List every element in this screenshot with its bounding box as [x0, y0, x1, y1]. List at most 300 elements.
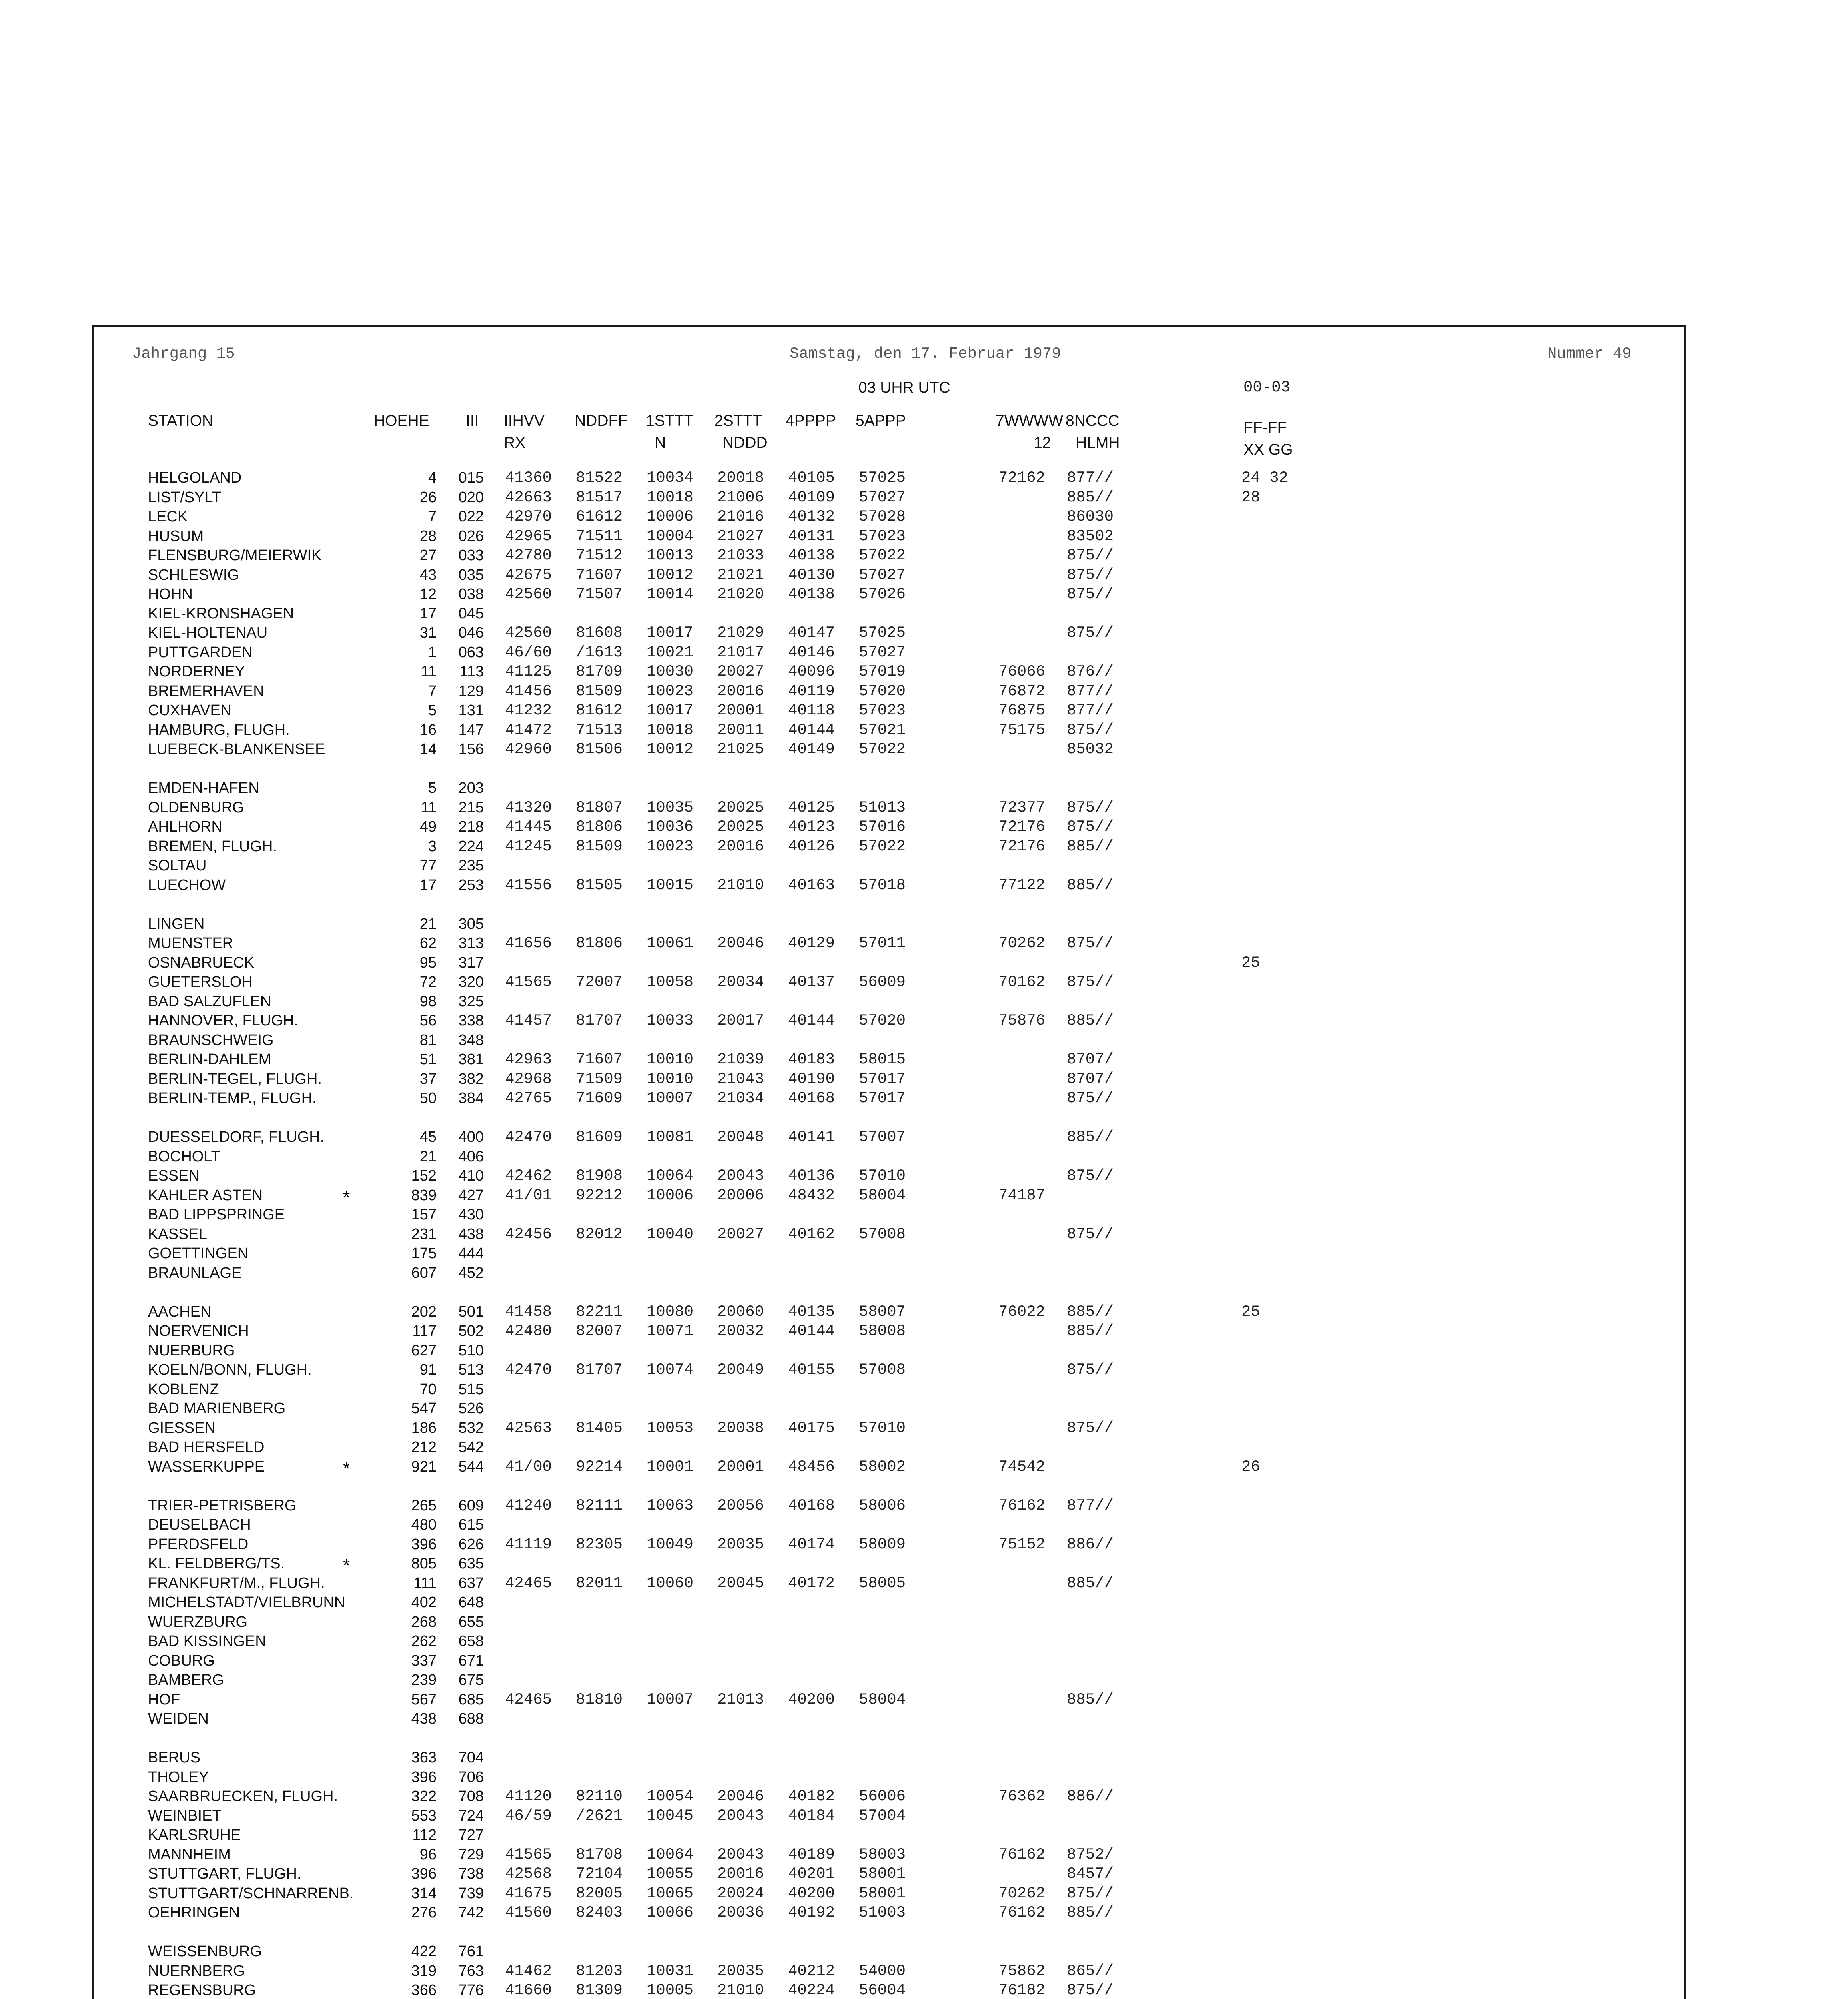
- group-5appp: 54000: [859, 1962, 906, 1980]
- station-index: 430: [458, 1206, 484, 1223]
- station-name: BAD SALZUFLEN: [148, 993, 271, 1010]
- group-nddff: 71607: [576, 1051, 623, 1068]
- group-4pppp: 40168: [788, 1089, 835, 1107]
- station-height: 50: [419, 1090, 437, 1107]
- station-index: 147: [458, 721, 484, 738]
- group-nddff: 71512: [576, 547, 623, 564]
- group-2sttt: 20025: [717, 798, 764, 816]
- group-2sttt: 21010: [717, 876, 764, 894]
- group-ihvv: 41462: [505, 1962, 552, 1980]
- group-1sttt: 10015: [647, 876, 694, 894]
- group-nddff: 82007: [576, 1322, 623, 1340]
- group-ihvv: 42480: [505, 1322, 552, 1340]
- group-8nccc: 875//: [1067, 721, 1114, 739]
- group-5appp: 57019: [859, 663, 906, 680]
- group-1sttt: 10036: [647, 818, 694, 836]
- station-index: 671: [458, 1652, 484, 1669]
- station-index: 502: [458, 1323, 484, 1339]
- group-nddff: 81505: [576, 876, 623, 894]
- group-8nccc: 875//: [1067, 1419, 1114, 1437]
- station-height: 117: [412, 1323, 437, 1339]
- group-5appp: 58007: [859, 1303, 906, 1321]
- station-height: 43: [419, 566, 437, 583]
- group-ihvv: 41457: [505, 1012, 552, 1029]
- group-nddff: 82403: [576, 1904, 623, 1921]
- group-8nccc: 885//: [1067, 488, 1114, 506]
- group-7wwww: 75152: [998, 1535, 1046, 1553]
- group-ihvv: 42560: [505, 585, 552, 603]
- station-index: 708: [458, 1788, 484, 1805]
- group-4pppp: 40096: [788, 663, 835, 680]
- group-ihvv: 42780: [505, 547, 552, 564]
- group-4pppp: 40190: [788, 1070, 835, 1088]
- station-name: HUSUM: [148, 527, 204, 545]
- station-height: 322: [411, 1788, 437, 1805]
- group-1sttt: 10081: [647, 1128, 694, 1146]
- station-index: 444: [458, 1245, 484, 1262]
- station-name: KASSEL: [148, 1225, 207, 1243]
- station-height: 37: [419, 1070, 437, 1087]
- group-2sttt: 20024: [717, 1884, 764, 1902]
- group-1sttt: 10063: [647, 1496, 694, 1514]
- group-1sttt: 10007: [647, 1089, 694, 1107]
- group-1sttt: 10035: [647, 798, 694, 816]
- group-7wwww: 70262: [998, 1884, 1046, 1902]
- group-8nccc: 875//: [1067, 1089, 1114, 1107]
- group-4pppp: 40138: [788, 585, 835, 603]
- group-1sttt: 10012: [647, 566, 694, 584]
- group-nddff: 81612: [576, 702, 623, 719]
- station-name: LUECHOW: [148, 876, 226, 894]
- station-index: 763: [458, 1962, 484, 1979]
- group-ihvv: 42560: [505, 624, 552, 642]
- station-height: 265: [411, 1497, 437, 1514]
- group-ihvv: 41565: [505, 973, 552, 991]
- station-name: SCHLESWIG: [148, 566, 239, 583]
- group-2sttt: 21017: [717, 643, 764, 661]
- station-height: 96: [419, 1846, 437, 1863]
- group-ihvv: 41556: [505, 876, 552, 894]
- group-1sttt: 10017: [647, 702, 694, 719]
- group-nddff: 82111: [576, 1496, 623, 1514]
- col-8nccc-subheader: HLMH: [1076, 434, 1120, 451]
- group-2sttt: 20011: [717, 721, 764, 739]
- group-8nccc: 875//: [1067, 1361, 1114, 1379]
- group-ff: 25: [1241, 954, 1260, 972]
- group-5appp: 58001: [859, 1865, 906, 1883]
- station-height: 31: [419, 624, 437, 641]
- station-height: 51: [419, 1051, 437, 1068]
- group-nddff: 81522: [576, 469, 623, 487]
- group-2sttt: 20016: [717, 682, 764, 700]
- group-2sttt: 20025: [717, 818, 764, 836]
- group-2sttt: 20016: [717, 1865, 764, 1883]
- station-name: WEIDEN: [148, 1710, 209, 1727]
- group-ihvv: 46/59: [505, 1807, 552, 1825]
- station-height: 567: [411, 1691, 437, 1708]
- station-height: 28: [419, 527, 437, 545]
- station-height: 438: [411, 1710, 437, 1727]
- station-height: 422: [411, 1943, 437, 1960]
- group-2sttt: 20017: [717, 1012, 764, 1029]
- group-8nccc: 885//: [1067, 876, 1114, 894]
- group-8nccc: 875//: [1067, 818, 1114, 836]
- group-1sttt: 10054: [647, 1788, 694, 1805]
- station-height: 1: [428, 644, 437, 661]
- group-4pppp: 40138: [788, 547, 835, 564]
- station-index: 609: [458, 1497, 484, 1514]
- group-8nccc: 886//: [1067, 1788, 1114, 1805]
- station-index: 224: [458, 838, 484, 855]
- group-7wwww: 72176: [998, 837, 1046, 855]
- group-8nccc: 886//: [1067, 1535, 1114, 1553]
- station-index: 020: [458, 489, 484, 506]
- station-height: 12: [419, 586, 437, 602]
- station-name: FLENSBURG/MEIERWIK: [148, 547, 322, 564]
- group-nddff: 71509: [576, 1070, 623, 1088]
- station-index: 348: [458, 1031, 484, 1049]
- group-2sttt: 20043: [717, 1167, 764, 1185]
- group-4pppp: 40184: [788, 1807, 835, 1825]
- group-5appp: 58004: [859, 1186, 906, 1204]
- station-index: 675: [458, 1672, 484, 1688]
- group-5appp: 57025: [859, 469, 906, 487]
- group-4pppp: 40126: [788, 837, 835, 855]
- group-5appp: 57020: [859, 1012, 906, 1029]
- group-ihvv: 42968: [505, 1070, 552, 1088]
- group-nddff: /1613: [576, 643, 623, 661]
- group-nddff: 81908: [576, 1167, 623, 1185]
- station-index: 381: [458, 1051, 484, 1068]
- col-ff-subheader: XX GG: [1243, 441, 1293, 458]
- station-height: 366: [411, 1982, 437, 1999]
- group-1sttt: 10058: [647, 973, 694, 991]
- group-ihvv: 41119: [505, 1535, 552, 1553]
- station-height: 239: [411, 1672, 437, 1688]
- group-8nccc: 877//: [1067, 682, 1114, 700]
- station-name: SAARBRUECKEN, FLUGH.: [148, 1788, 338, 1805]
- group-nddff: 71609: [576, 1089, 623, 1107]
- group-ff: 28: [1241, 488, 1260, 506]
- group-ihvv: 41445: [505, 818, 552, 836]
- station-name: MICHELSTADT/VIELBRUNN: [148, 1594, 345, 1611]
- group-nddff: 81509: [576, 682, 623, 700]
- group-nddff: 71513: [576, 721, 623, 739]
- group-5appp: 57022: [859, 547, 906, 564]
- station-height: 607: [411, 1264, 437, 1281]
- station-name: COBURG: [148, 1652, 215, 1669]
- station-index: 156: [458, 741, 484, 758]
- group-nddff: 81608: [576, 624, 623, 642]
- station-height: 319: [411, 1962, 437, 1979]
- station-index: 626: [458, 1536, 484, 1553]
- station-name: BERLIN-TEGEL, FLUGH.: [148, 1070, 322, 1087]
- group-2sttt: 21043: [717, 1070, 764, 1088]
- date-label: Samstag, den 17. Februar 1979: [790, 345, 1061, 363]
- group-2sttt: 20045: [717, 1574, 764, 1592]
- group-nddff: 72007: [576, 973, 623, 991]
- group-4pppp: 40155: [788, 1361, 835, 1379]
- station-index: 729: [458, 1846, 484, 1863]
- group-1sttt: 10064: [647, 1167, 694, 1185]
- station-name: NUERBURG: [148, 1342, 235, 1359]
- station-height: 81: [419, 1031, 437, 1049]
- group-5appp: 57004: [859, 1807, 906, 1825]
- station-name: HOHN: [148, 586, 193, 602]
- group-ihvv: 42568: [505, 1865, 552, 1883]
- group-1sttt: 10045: [647, 1807, 694, 1825]
- station-name: BREMERHAVEN: [148, 682, 264, 700]
- group-5appp: 58006: [859, 1496, 906, 1514]
- station-name: KAHLER ASTEN: [148, 1187, 263, 1204]
- group-8nccc: 875//: [1067, 934, 1114, 952]
- station-name: AHLHORN: [148, 818, 222, 835]
- group-2sttt: 20048: [717, 1128, 764, 1146]
- station-height: 5: [428, 702, 437, 719]
- group-nddff: 81509: [576, 837, 623, 855]
- group-8nccc: 875//: [1067, 1981, 1114, 1999]
- jahrgang-label: Jahrgang 15: [132, 345, 235, 363]
- station-name: BAD KISSINGEN: [148, 1633, 266, 1650]
- group-8nccc: 885//: [1067, 1690, 1114, 1708]
- station-index: 022: [458, 508, 484, 525]
- group-4pppp: 40201: [788, 1865, 835, 1883]
- group-4pppp: 40136: [788, 1167, 835, 1185]
- station-height: 337: [411, 1652, 437, 1669]
- station-height: 396: [411, 1768, 437, 1786]
- group-7wwww: 77122: [998, 876, 1046, 894]
- station-height: 202: [411, 1303, 437, 1320]
- group-1sttt: 10010: [647, 1051, 694, 1068]
- station-name: KIEL-KRONSHAGEN: [148, 605, 294, 622]
- station-name: NUERNBERG: [148, 1962, 245, 1979]
- group-4pppp: 40168: [788, 1496, 835, 1514]
- station-height: 839: [411, 1187, 437, 1204]
- group-8nccc: 865//: [1067, 1962, 1114, 1980]
- station-index: 215: [458, 799, 484, 816]
- station-height: 268: [411, 1613, 437, 1630]
- group-5appp: 57010: [859, 1419, 906, 1437]
- station-height: 112: [412, 1827, 437, 1843]
- station-index: 406: [458, 1148, 484, 1165]
- station-index: 526: [458, 1400, 484, 1417]
- group-7wwww: 76066: [998, 663, 1046, 680]
- group-ihvv: 46/60: [505, 643, 552, 661]
- group-5appp: 57027: [859, 488, 906, 506]
- station-height: 5: [428, 780, 437, 796]
- group-4pppp: 40146: [788, 643, 835, 661]
- group-7wwww: 75175: [998, 721, 1046, 739]
- observation-time: 03 UHR UTC: [858, 379, 950, 396]
- group-1sttt: 10064: [647, 1845, 694, 1863]
- group-2sttt: 21033: [717, 547, 764, 564]
- group-7wwww: 76162: [998, 1904, 1046, 1921]
- group-ihvv: 41456: [505, 682, 552, 700]
- group-4pppp: 40162: [788, 1225, 835, 1243]
- station-height: 56: [419, 1012, 437, 1029]
- group-8nccc: 875//: [1067, 585, 1114, 603]
- station-index: 761: [458, 1943, 484, 1960]
- station-height: 26: [419, 489, 437, 506]
- group-nddff: 92214: [576, 1458, 623, 1476]
- group-ff: 25: [1241, 1303, 1260, 1321]
- group-1sttt: 10005: [647, 1981, 694, 1999]
- group-7wwww: 76875: [998, 702, 1046, 719]
- station-name: BAMBERG: [148, 1672, 224, 1688]
- group-5appp: 57016: [859, 818, 906, 836]
- station-height: 111: [413, 1574, 437, 1592]
- station-height: 396: [411, 1865, 437, 1882]
- station-name: PFERDSFELD: [148, 1536, 249, 1553]
- group-nddff: 81806: [576, 818, 623, 836]
- group-1sttt: 10074: [647, 1361, 694, 1379]
- group-8nccc: 875//: [1067, 624, 1114, 642]
- station-height: 396: [411, 1536, 437, 1553]
- station-index: 313: [458, 935, 484, 952]
- col-2sttt-header: 2STTT: [714, 412, 762, 429]
- group-nddff: 81807: [576, 798, 623, 816]
- station-name: WEISSENBURG: [148, 1943, 262, 1960]
- group-1sttt: 10034: [647, 469, 694, 487]
- group-8nccc: 885//: [1067, 837, 1114, 855]
- station-height: 805: [411, 1555, 437, 1572]
- col-iii-header: III: [466, 412, 479, 429]
- group-5appp: 58003: [859, 1845, 906, 1863]
- group-ihvv: 41/01: [505, 1186, 552, 1204]
- station-name: WASSERKUPPE: [148, 1458, 265, 1475]
- station-name: GIESSEN: [148, 1419, 216, 1436]
- station-index: 325: [458, 993, 484, 1010]
- group-5appp: 57018: [859, 876, 906, 894]
- station-index: 129: [458, 682, 484, 700]
- group-4pppp: 40132: [788, 508, 835, 525]
- group-8nccc: 86030: [1067, 508, 1114, 525]
- group-nddff: 81609: [576, 1128, 623, 1146]
- group-ihvv: 41245: [505, 837, 552, 855]
- group-7wwww: 72162: [998, 469, 1046, 487]
- station-index: 452: [458, 1264, 484, 1281]
- group-ihvv: 42465: [505, 1574, 552, 1592]
- group-5appp: 57020: [859, 682, 906, 700]
- group-2sttt: 21034: [717, 1089, 764, 1107]
- group-1sttt: 10071: [647, 1322, 694, 1340]
- group-4pppp: 40131: [788, 527, 835, 545]
- group-8nccc: 875//: [1067, 1884, 1114, 1902]
- group-2sttt: 20027: [717, 663, 764, 680]
- group-2sttt: 21013: [717, 1690, 764, 1708]
- group-4pppp: 40174: [788, 1535, 835, 1553]
- station-name: KL. FELDBERG/TS.: [148, 1555, 285, 1572]
- group-4pppp: 40144: [788, 721, 835, 739]
- station-height: 157: [411, 1206, 437, 1223]
- group-nddff: 81309: [576, 1981, 623, 1999]
- station-index: 776: [458, 1982, 484, 1999]
- station-index: 655: [458, 1613, 484, 1630]
- group-7wwww: 76022: [998, 1303, 1046, 1321]
- group-4pppp: 40163: [788, 876, 835, 894]
- station-index: 544: [458, 1458, 484, 1475]
- group-5appp: 57028: [859, 508, 906, 525]
- station-height: 27: [419, 547, 437, 564]
- group-5appp: 57017: [859, 1070, 906, 1088]
- group-5appp: 58015: [859, 1051, 906, 1068]
- station-height: 72: [419, 974, 437, 990]
- group-4pppp: 40224: [788, 1981, 835, 1999]
- station-index: 739: [458, 1885, 484, 1902]
- station-index: 513: [458, 1361, 484, 1378]
- station-name: ESSEN: [148, 1167, 200, 1184]
- group-8nccc: 85032: [1067, 740, 1114, 758]
- station-index: 724: [458, 1807, 484, 1824]
- group-ihvv: 42470: [505, 1128, 552, 1146]
- group-1sttt: 10001: [647, 1458, 694, 1476]
- group-2sttt: 20046: [717, 934, 764, 952]
- group-8nccc: 8707/: [1067, 1051, 1114, 1068]
- station-index: 063: [458, 644, 484, 661]
- group-nddff: 92212: [576, 1186, 623, 1204]
- group-2sttt: 21021: [717, 566, 764, 584]
- group-5appp: 57026: [859, 585, 906, 603]
- group-2sttt: 20049: [717, 1361, 764, 1379]
- group-ihvv: 41240: [505, 1496, 552, 1514]
- group-8nccc: 875//: [1067, 566, 1114, 584]
- group-4pppp: 40129: [788, 934, 835, 952]
- station-name: BERLIN-TEMP., FLUGH.: [148, 1090, 317, 1107]
- group-8nccc: 885//: [1067, 1012, 1114, 1029]
- group-8nccc: 8457/: [1067, 1865, 1114, 1883]
- group-4pppp: 48456: [788, 1458, 835, 1476]
- group-8nccc: 877//: [1067, 469, 1114, 487]
- group-1sttt: 10060: [647, 1574, 694, 1592]
- station-name: STUTTGART/SCHNARRENB.: [148, 1885, 354, 1902]
- group-8nccc: 83502: [1067, 527, 1114, 545]
- group-4pppp: 40130: [788, 566, 835, 584]
- group-8nccc: 875//: [1067, 973, 1114, 991]
- group-2sttt: 21027: [717, 527, 764, 545]
- group-2sttt: 20027: [717, 1225, 764, 1243]
- group-8nccc: 885//: [1067, 1322, 1114, 1340]
- group-4pppp: 40144: [788, 1012, 835, 1029]
- col-7wwww-subheader: 12: [1034, 434, 1051, 451]
- group-5appp: 58002: [859, 1458, 906, 1476]
- group-1sttt: 10013: [647, 547, 694, 564]
- station-height: 175: [411, 1245, 437, 1262]
- station-height: 62: [419, 935, 437, 952]
- group-2sttt: 21020: [717, 585, 764, 603]
- station-index: 382: [458, 1070, 484, 1087]
- group-7wwww: 76362: [998, 1788, 1046, 1805]
- station-height: 14: [419, 741, 437, 758]
- group-2sttt: 20001: [717, 702, 764, 719]
- col-station-header: STATION: [148, 412, 214, 429]
- issue-number: Nummer 49: [1547, 345, 1632, 363]
- station-name: OEHRINGEN: [148, 1904, 240, 1921]
- group-5appp: 57011: [859, 934, 906, 952]
- group-8nccc: 875//: [1067, 547, 1114, 564]
- group-4pppp: 40144: [788, 1322, 835, 1340]
- group-ihvv: 42470: [505, 1361, 552, 1379]
- station-height: 11: [421, 799, 437, 816]
- col-nddff-header: NDDFF: [575, 412, 628, 429]
- col-5appp-header: 5APPP: [856, 412, 906, 429]
- group-nddff: 71511: [576, 527, 623, 545]
- group-1sttt: 10080: [647, 1303, 694, 1321]
- col-hoehe-header: HOEHE: [374, 412, 429, 429]
- group-5appp: 57007: [859, 1128, 906, 1146]
- group-8nccc: 8752/: [1067, 1845, 1114, 1863]
- group-1sttt: 10018: [647, 721, 694, 739]
- group-2sttt: 20060: [717, 1303, 764, 1321]
